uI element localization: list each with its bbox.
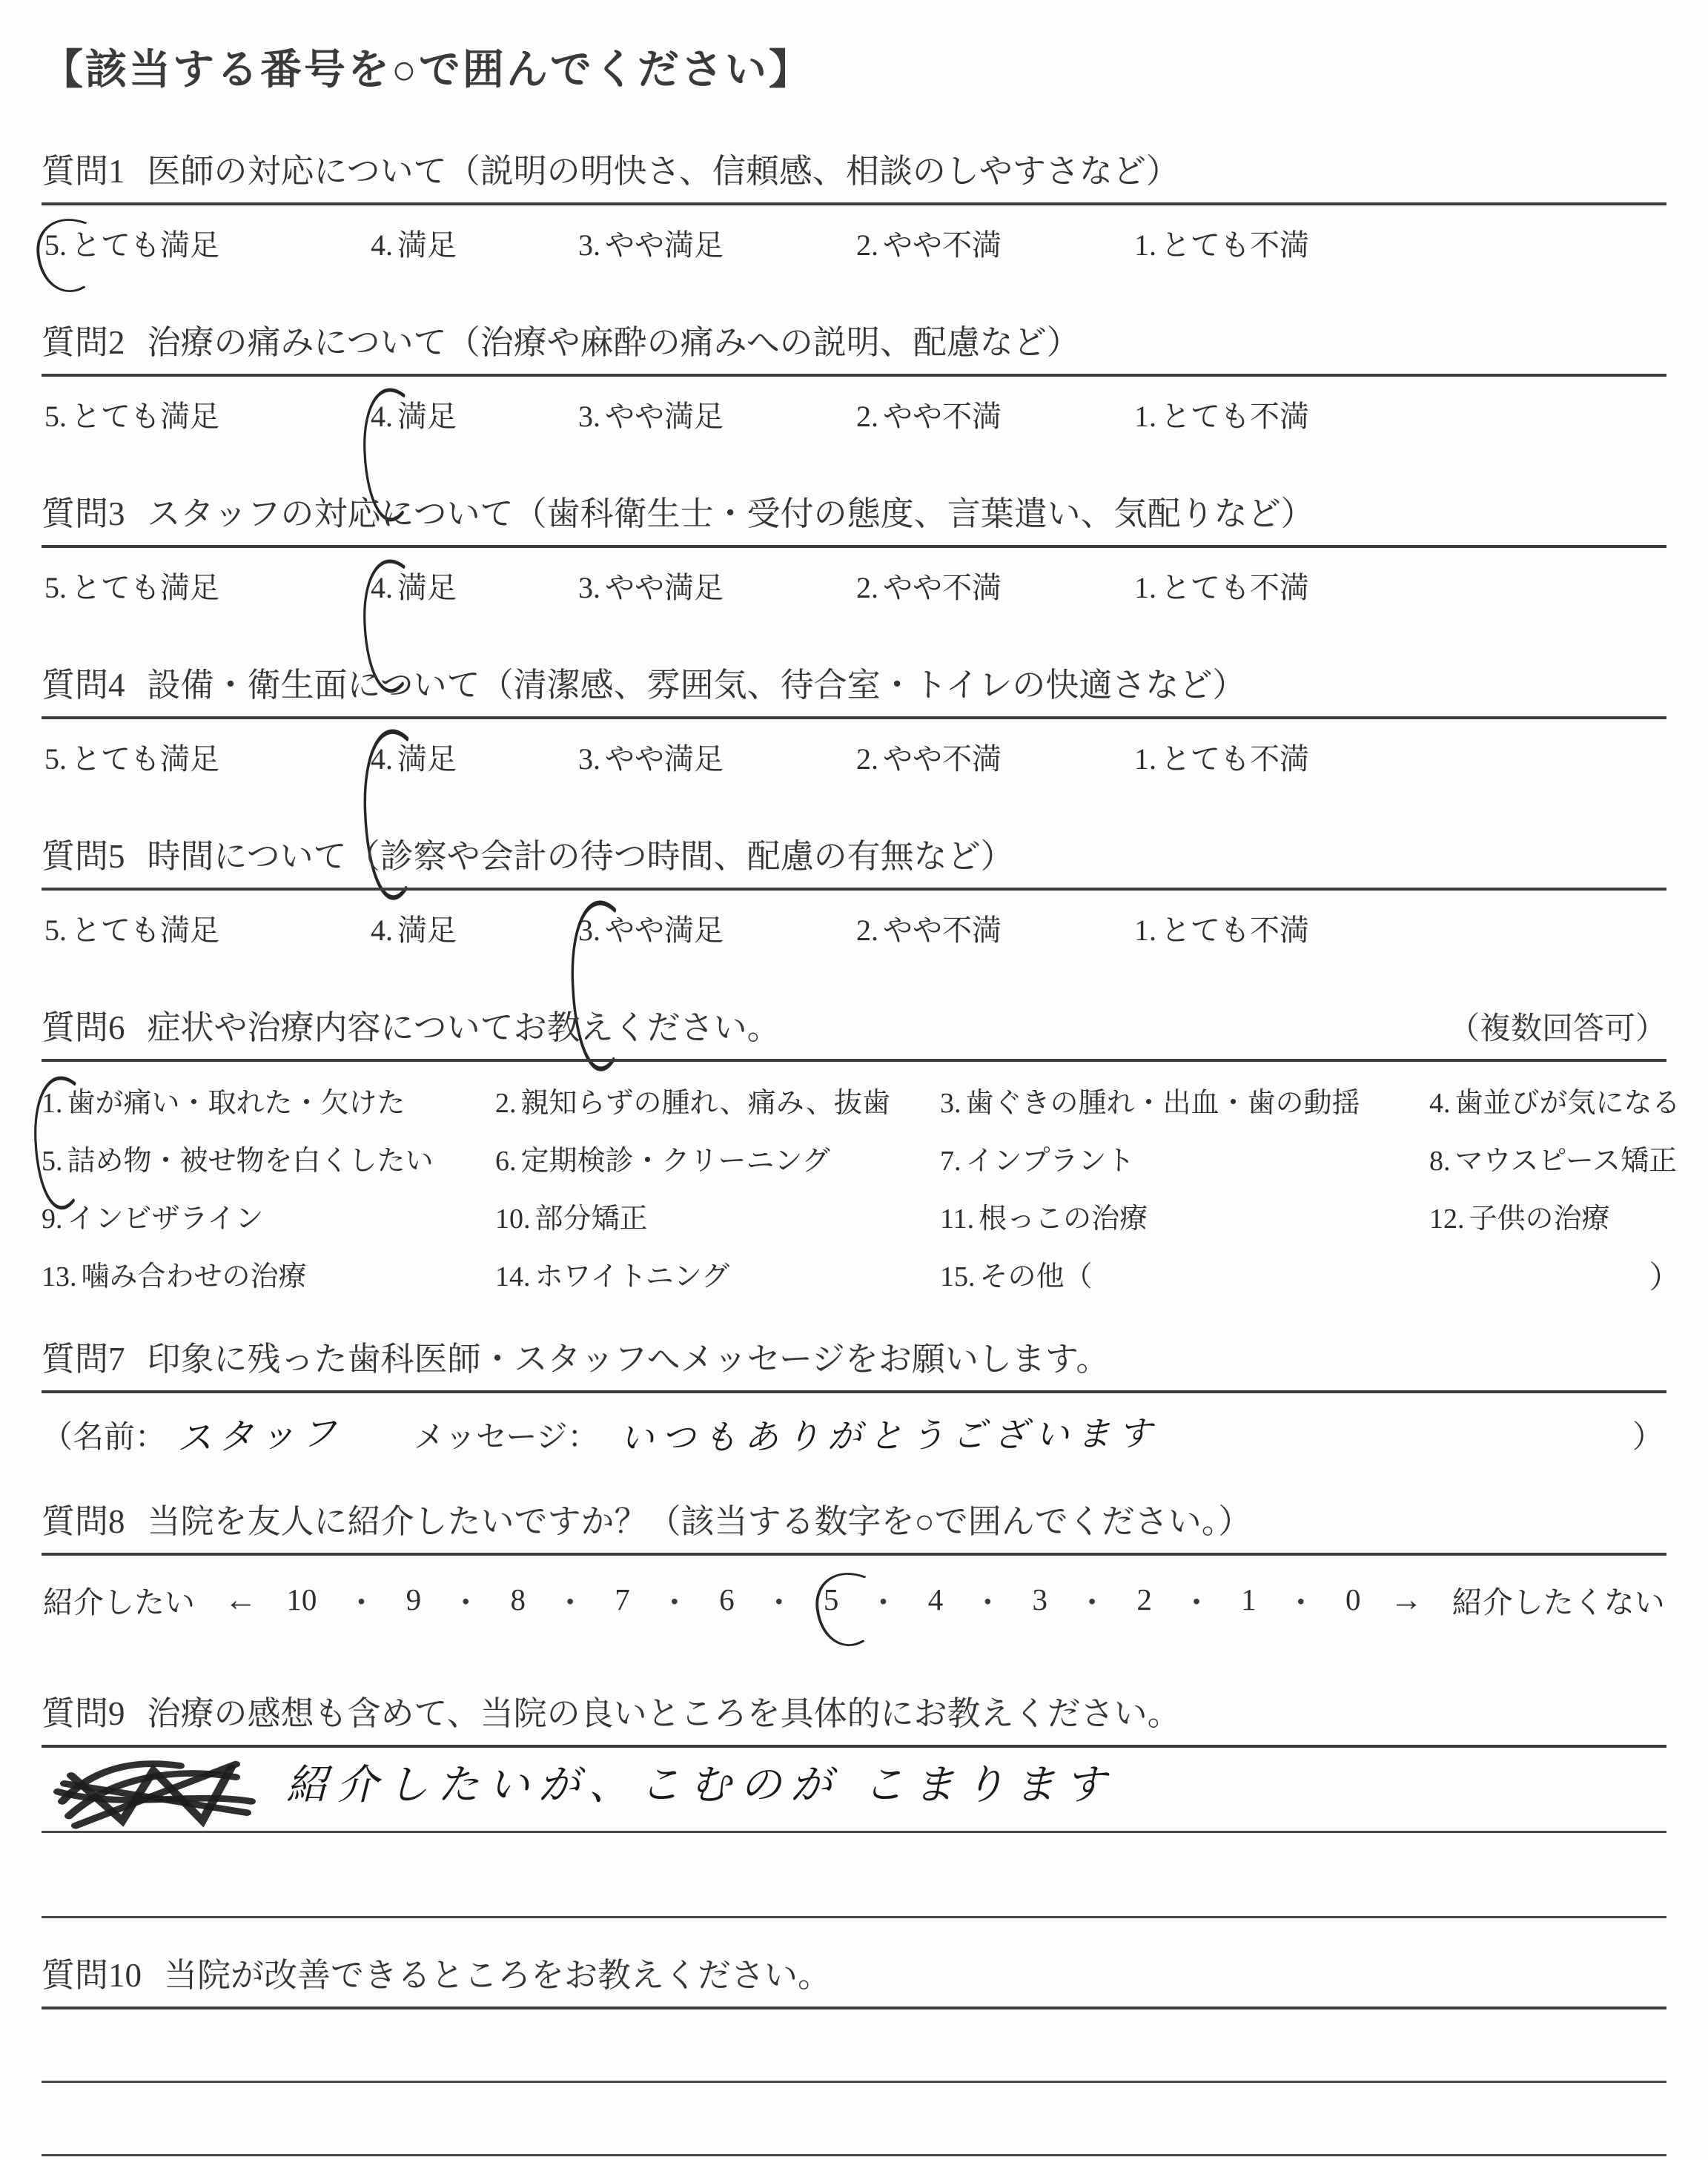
- question-10-header: [42, 1948, 1666, 1996]
- option-number: [495, 1203, 531, 1235]
- option-number: [1429, 1087, 1451, 1120]
- option-number-text: 13.: [42, 1261, 77, 1292]
- question-1-options: [42, 205, 1666, 277]
- scale-number-8: [510, 1582, 526, 1617]
- symptom-option-12: [1429, 1195, 1681, 1253]
- option-number-text: 1.: [1134, 571, 1156, 604]
- scale-number-text: 7: [615, 1582, 630, 1616]
- option-label: 噛み合わせの治療: [81, 1261, 307, 1292]
- scale-number-text: 0: [1345, 1582, 1361, 1616]
- question-1-label: 質問1: [42, 153, 125, 190]
- option-label: マウスピース矯正: [1454, 1146, 1677, 1177]
- symptom-option-10: [495, 1195, 940, 1253]
- option-5: [44, 907, 371, 962]
- option-label: やや不満: [883, 914, 1002, 947]
- question-6-label: 質問6: [42, 1009, 125, 1046]
- option-label: 根っこの治療: [979, 1203, 1148, 1235]
- scale-number-4: [928, 1582, 944, 1617]
- scale-separator-dot: ・: [868, 1585, 899, 1619]
- option-number-text: 1.: [1134, 400, 1156, 433]
- option-number: [578, 399, 600, 434]
- option-4: [371, 736, 578, 790]
- option-2: [856, 222, 1134, 277]
- option-label: とても満足: [71, 228, 219, 262]
- scale-number-9: [406, 1582, 422, 1617]
- question-2-label: 質問2: [42, 324, 125, 361]
- option-number-text: 3.: [578, 742, 600, 776]
- option-number: [856, 399, 878, 434]
- recommend-label: 紹介したい: [43, 1585, 195, 1619]
- option-label: 部分矯正: [534, 1203, 648, 1235]
- option-label: とても満足: [71, 571, 219, 604]
- option-number: [578, 742, 600, 776]
- writing-line: [42, 2083, 1666, 2156]
- option-number-text: 10.: [495, 1203, 531, 1235]
- option-number: [1134, 742, 1156, 776]
- option-number-text: 8.: [1429, 1146, 1451, 1177]
- option-label: とても満足: [71, 914, 219, 947]
- option-label: 満足: [397, 228, 457, 262]
- question-6-note: （複数回答可）: [1448, 1012, 1666, 1046]
- question-2-text: 治療の痛みについて（治療や麻酔の痛みへの説明、配慮など）: [147, 324, 1080, 361]
- scale-number-2: [1136, 1582, 1152, 1617]
- option-number: [44, 228, 67, 262]
- left-arrow-icon: ←: [224, 1581, 257, 1618]
- option-number: [1429, 1203, 1465, 1235]
- option-label: とても不満: [1161, 228, 1309, 262]
- symptom-option-8: [1429, 1137, 1681, 1195]
- option-number: [495, 1261, 531, 1293]
- scale-number-text: 2: [1136, 1582, 1152, 1616]
- scale-number-3: [1033, 1582, 1048, 1617]
- question-7-label: 質問7: [42, 1341, 125, 1378]
- question-1: [42, 144, 1666, 277]
- option-number: [940, 1087, 961, 1120]
- option-number: [578, 570, 600, 605]
- question-10: [42, 1948, 1666, 2160]
- option-4: [371, 907, 578, 962]
- option-number: [940, 1145, 961, 1178]
- option-number: [856, 570, 878, 605]
- question-9-label: 質問9: [42, 1695, 125, 1732]
- option-number: [42, 1261, 77, 1293]
- option-label: 歯が痛い・取れた・欠けた: [67, 1088, 406, 1119]
- option-number-text: 4.: [371, 571, 393, 604]
- question-4-header: [42, 658, 1666, 706]
- option-label: 詰め物・被せ物を白くしたい: [67, 1146, 434, 1177]
- option-label: やや満足: [605, 914, 724, 947]
- scale-separator-dot: ・: [345, 1585, 377, 1619]
- question-2-header: [42, 315, 1666, 363]
- option-3: [578, 736, 856, 790]
- option-number: [1134, 913, 1156, 948]
- option-number-text: 3.: [578, 400, 600, 433]
- option-number: [1134, 570, 1156, 605]
- writing-line: [42, 1833, 1666, 1918]
- option-number: [495, 1145, 517, 1178]
- option-number-text: 5.: [44, 400, 67, 433]
- option-number-text: 1.: [42, 1088, 63, 1119]
- option-label: やや満足: [605, 228, 724, 262]
- question-3-options: [42, 548, 1666, 619]
- option-4: [371, 393, 578, 448]
- option-3: [578, 393, 856, 448]
- option-number-text: 4.: [371, 914, 393, 947]
- question-4: [42, 658, 1666, 790]
- option-number-text: 7.: [940, 1146, 961, 1177]
- option-2: [856, 564, 1134, 619]
- option-label: とても不満: [1161, 400, 1309, 433]
- option-1: [1134, 393, 1309, 448]
- question-1-text: 医師の対応について（説明の明快さ、信頼感、相談のしやすさなど）: [147, 153, 1179, 190]
- option-1: [1134, 736, 1309, 790]
- option-number: [578, 913, 600, 948]
- scale-number-text: 8: [510, 1582, 526, 1616]
- option-number-text: 4.: [1429, 1088, 1451, 1119]
- option-number: [856, 913, 878, 948]
- option-number-text: 6.: [495, 1146, 517, 1177]
- option-label: 満足: [397, 400, 457, 433]
- symptom-option-15: [940, 1253, 1429, 1311]
- option-5: [44, 564, 371, 619]
- option-number-text: 9.: [42, 1203, 63, 1235]
- option-number: [1429, 1145, 1451, 1178]
- question-6-text: 症状や治療内容についてお教えください。: [147, 1009, 781, 1046]
- scale-number-text: 6: [719, 1582, 735, 1616]
- question-9-header: [42, 1686, 1666, 1734]
- question-4-text: 設備・衛生面について（清潔感、雰囲気、待合室・トイレの快適さなど）: [147, 667, 1246, 704]
- option-3: [578, 907, 856, 962]
- option-number: [1134, 399, 1156, 434]
- option-number-text: 3.: [940, 1088, 961, 1119]
- option-label: 定期検診・クリーニング: [520, 1146, 830, 1177]
- question-9: [42, 1686, 1666, 1918]
- scale-number-text: 9: [406, 1582, 422, 1616]
- closing-paren: ）: [1632, 1421, 1664, 1455]
- option-number-text: 1.: [1134, 742, 1156, 776]
- question-4-label: 質問4: [42, 667, 125, 704]
- option-number: [371, 399, 393, 434]
- option-number: [371, 913, 393, 948]
- question-10-text: 当院が改善できるところをお教えください。: [164, 1957, 832, 1994]
- option-label: やや満足: [605, 742, 724, 776]
- scale-separator-dot: ・: [1076, 1585, 1108, 1619]
- scale-number-text: 5: [823, 1582, 839, 1616]
- option-number: [940, 1261, 976, 1293]
- option-number: [42, 1087, 63, 1120]
- question-2: [42, 315, 1666, 448]
- question-3-header: [42, 486, 1666, 535]
- option-label: とても満足: [71, 400, 219, 433]
- option-number-text: 5.: [44, 571, 67, 604]
- writing-line: [42, 2009, 1666, 2083]
- handwritten-comment: 紹介したいが、こむのが こまります: [286, 1761, 1115, 1809]
- option-3: [578, 222, 856, 277]
- handwritten-name: スタッフ: [176, 1412, 344, 1460]
- scale-number-10: [286, 1582, 317, 1617]
- option-number: [940, 1203, 974, 1235]
- option-number-text: 2.: [856, 914, 878, 947]
- option-number: [1134, 228, 1156, 262]
- option-label: やや不満: [883, 571, 1002, 604]
- question-6-header: [42, 1000, 1666, 1048]
- option-number-text: 5.: [42, 1146, 63, 1177]
- question-5-text: 時間について（診察や会計の待つ時間、配慮の有無など）: [147, 838, 1014, 875]
- option-number-text: 4.: [371, 228, 393, 262]
- option-number-text: 3.: [578, 914, 600, 947]
- question-6: [42, 1000, 1681, 1311]
- writing-line: [42, 1748, 1666, 1833]
- question-3-label: 質問3: [42, 495, 125, 532]
- option-number: [371, 570, 393, 605]
- question-7: [42, 1332, 1666, 1467]
- other-closing-paren: ）: [1649, 1261, 1681, 1295]
- option-1: [1134, 222, 1309, 277]
- question-6-options: [42, 1062, 1681, 1311]
- option-label: 子供の治療: [1469, 1203, 1610, 1235]
- option-label: やや満足: [605, 400, 724, 433]
- scale-separator-dot: ・: [1181, 1585, 1212, 1619]
- option-label: やや不満: [883, 228, 1002, 262]
- scale-separator-dot: ・: [764, 1585, 795, 1619]
- option-number: [44, 742, 67, 776]
- question-5: [42, 829, 1666, 962]
- option-number-text: 14.: [495, 1261, 531, 1292]
- option-number: [42, 1203, 63, 1235]
- question-3: [42, 486, 1666, 619]
- option-label: 歯並びが気になる: [1454, 1088, 1681, 1119]
- scale-separator-dot: ・: [450, 1585, 481, 1619]
- option-number-text: 2.: [495, 1088, 517, 1119]
- option-label: 歯ぐきの腫れ・出血・歯の動揺: [965, 1088, 1360, 1119]
- name-field-label: （名前：: [42, 1421, 167, 1455]
- option-label: とても不満: [1161, 742, 1309, 776]
- option-number-text: 5.: [44, 914, 67, 947]
- question-8-label: 質問8: [42, 1503, 125, 1540]
- option-number: [371, 228, 393, 262]
- question-7-text: 印象に残った歯科医師・スタッフへメッセージをお願いします。: [147, 1341, 1110, 1378]
- option-number: [44, 399, 67, 434]
- writing-line: [42, 2156, 1666, 2160]
- option-label: 満足: [397, 742, 457, 776]
- option-1: [1134, 907, 1309, 962]
- option-label: やや不満: [883, 400, 1002, 433]
- question-3-text: スタッフの対応について（歯科衛生士・受付の態度、言葉遣い、気配りなど）: [147, 495, 1314, 532]
- scale-number-0: [1345, 1582, 1361, 1617]
- option-number-text: 15.: [940, 1261, 976, 1292]
- option-number-text: 1.: [1134, 228, 1156, 262]
- question-5-label: 質問5: [42, 838, 125, 875]
- option-number: [371, 742, 393, 776]
- question-5-options: [42, 891, 1666, 962]
- option-number: [856, 228, 878, 262]
- option-number-text: 2.: [856, 400, 878, 433]
- question-8-header: [42, 1494, 1666, 1542]
- option-label: その他（: [979, 1261, 1093, 1292]
- form-title: 【該当する番号を○で囲んでください】: [42, 47, 812, 93]
- symptom-option-4: [1429, 1080, 1681, 1137]
- option-label: とても不満: [1161, 571, 1309, 604]
- option-5: [44, 393, 371, 448]
- option-number: [856, 742, 878, 776]
- option-4: [371, 564, 578, 619]
- option-number-text: 3.: [578, 571, 600, 604]
- option-number: [44, 570, 67, 605]
- symptom-option-9: [42, 1195, 495, 1253]
- symptom-option-14: [495, 1253, 940, 1311]
- option-number-text: 5.: [44, 228, 67, 262]
- option-label: 親知らずの腫れ、痛み、抜歯: [520, 1088, 891, 1119]
- symptom-option-11: [940, 1195, 1429, 1253]
- option-number-text: 4.: [371, 400, 393, 433]
- question-7-header: [42, 1332, 1666, 1380]
- option-number-text: 2.: [856, 228, 878, 262]
- symptom-option-2: [495, 1080, 940, 1137]
- option-number: [42, 1145, 63, 1178]
- symptom-option-13: [42, 1253, 495, 1311]
- scale-separator-dot: ・: [555, 1585, 586, 1619]
- scribbled-out-text: [49, 1745, 271, 1834]
- question-8: [42, 1494, 1666, 1627]
- right-arrow-icon: →: [1390, 1581, 1423, 1618]
- option-label: インプラント: [965, 1146, 1135, 1177]
- scale-separator-dot: ・: [659, 1585, 690, 1619]
- option-number-text: 4.: [371, 742, 393, 776]
- option-2: [856, 907, 1134, 962]
- option-number-text: 12.: [1429, 1203, 1465, 1235]
- option-label: とても不満: [1161, 914, 1309, 947]
- option-label: 満足: [397, 571, 457, 604]
- option-number-text: 11.: [940, 1203, 975, 1235]
- scale-number-text: 1: [1241, 1582, 1257, 1616]
- question-9-text: 治療の感想も含めて、当院の良いところを具体的にお教えください。: [147, 1695, 1181, 1732]
- option-5: [44, 736, 371, 790]
- option-number-text: 5.: [44, 742, 67, 776]
- scale-number-text: 4: [927, 1582, 944, 1616]
- scale-number-text: 10: [286, 1582, 317, 1616]
- option-label: インビザライン: [67, 1203, 264, 1235]
- question-2-options: [42, 377, 1666, 448]
- symptom-option-7: [940, 1137, 1429, 1195]
- message-field-label: メッセージ：: [414, 1421, 599, 1455]
- option-number-text: 2.: [856, 571, 878, 604]
- option-label: とても満足: [71, 742, 219, 776]
- option-label: ホワイトニング: [534, 1261, 730, 1292]
- option-number: [495, 1087, 517, 1120]
- option-number-text: 2.: [856, 742, 878, 776]
- scale-number-text: 3: [1032, 1582, 1047, 1616]
- scale-number-1: [1241, 1582, 1257, 1617]
- not-recommend-label: 紹介したくない: [1452, 1585, 1665, 1619]
- question-4-options: [42, 719, 1666, 790]
- scale-number-7: [615, 1582, 630, 1617]
- scale-number-5: [824, 1582, 839, 1617]
- question-7-answer-row: [42, 1393, 1666, 1467]
- option-2: [856, 736, 1134, 790]
- scale-separator-dot: ・: [1285, 1585, 1317, 1619]
- symptom-option-6: [495, 1137, 940, 1195]
- option-number-text: 3.: [578, 228, 600, 262]
- question-10-label: 質問10: [42, 1957, 142, 1994]
- option-label: やや不満: [883, 742, 1002, 776]
- option-number: [44, 913, 67, 948]
- option-number: [578, 228, 600, 262]
- option-1: [1134, 564, 1309, 619]
- option-number-text: 1.: [1134, 914, 1156, 947]
- symptom-option-3: [940, 1080, 1429, 1137]
- option-5: [44, 222, 371, 277]
- question-5-header: [42, 829, 1666, 877]
- question-1-header: [42, 144, 1666, 192]
- scale-separator-dot: ・: [972, 1585, 1003, 1619]
- option-2: [856, 393, 1134, 448]
- question-8-text: 当院を友人に紹介したいですか？（該当する数字を○で囲んでください。）: [147, 1503, 1252, 1540]
- option-4: [371, 222, 578, 277]
- symptom-option-5: [42, 1137, 495, 1195]
- scale-number-6: [719, 1582, 735, 1617]
- option-3: [578, 564, 856, 619]
- symptom-option-1: [42, 1080, 495, 1137]
- option-label: 満足: [397, 914, 457, 947]
- recommendation-scale: [42, 1556, 1666, 1627]
- handwritten-message: いつもありがとうございます: [619, 1413, 1159, 1459]
- option-label: やや満足: [605, 571, 724, 604]
